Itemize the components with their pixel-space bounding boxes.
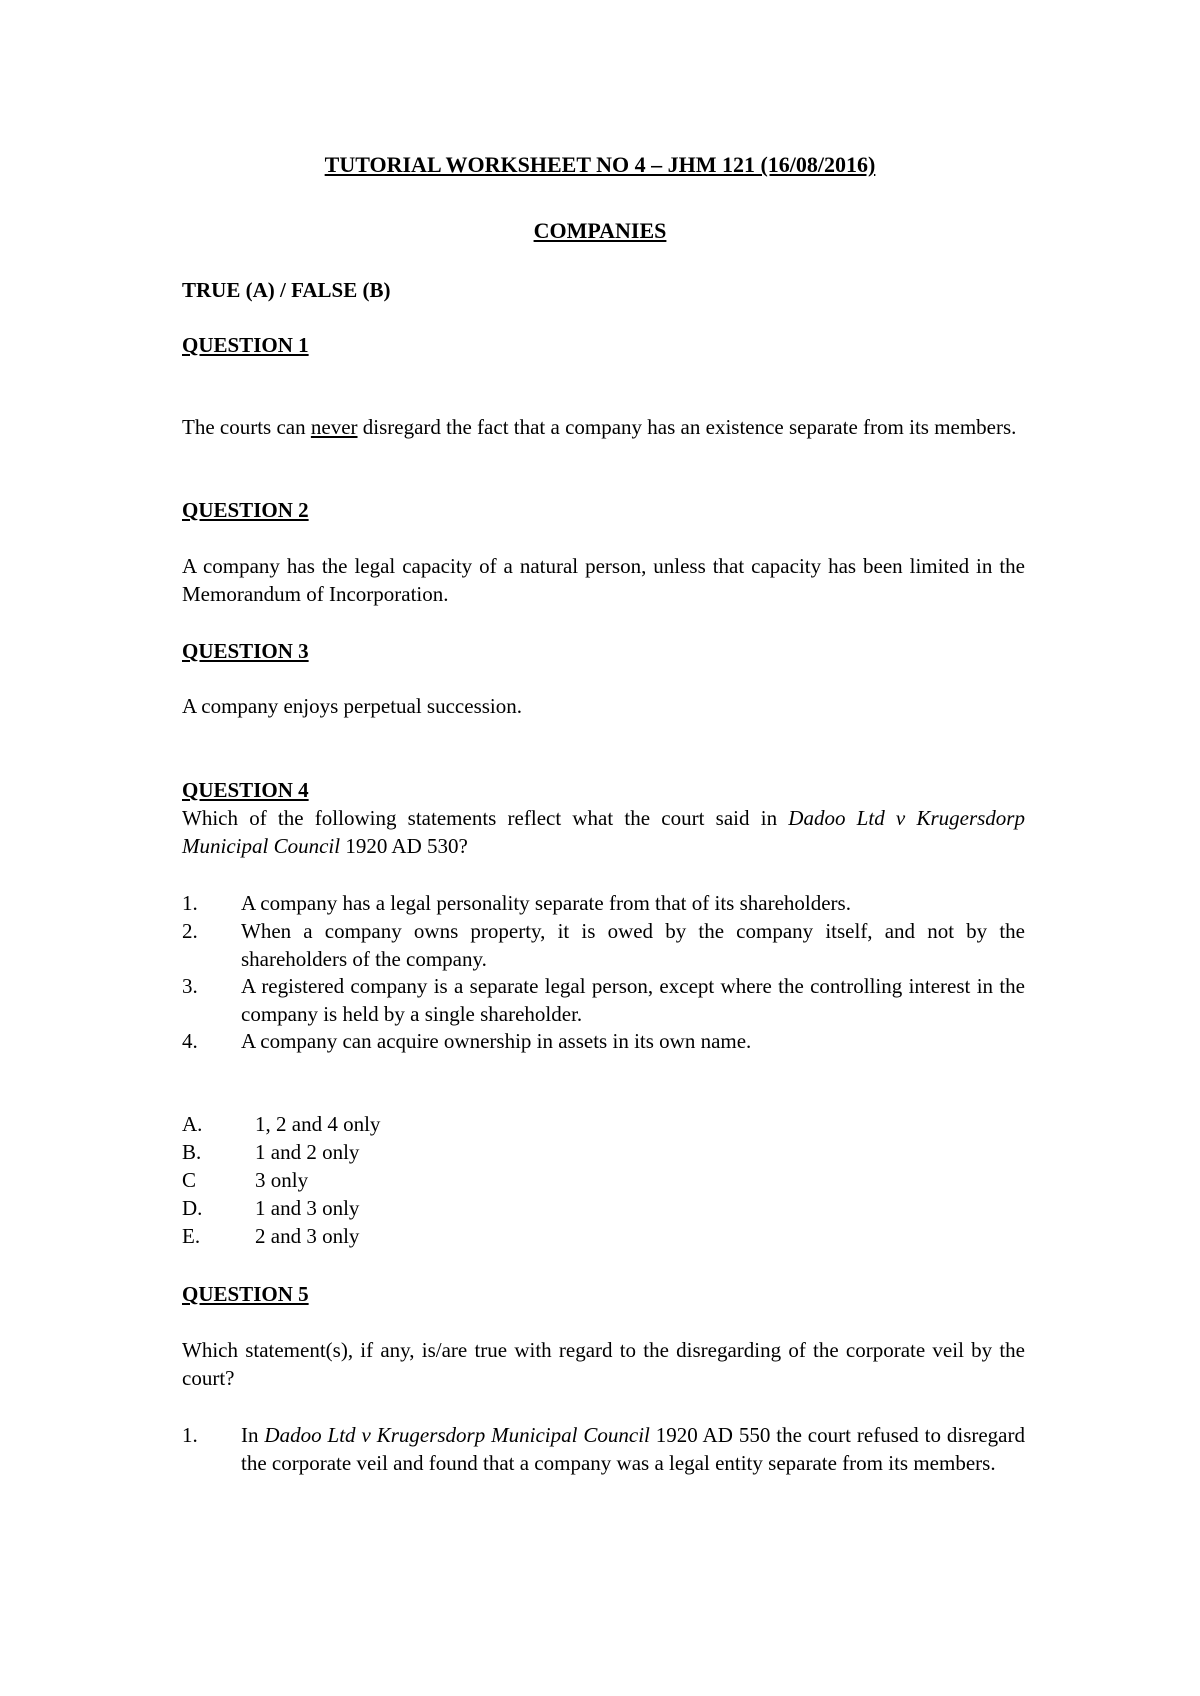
answer-option-a — [182, 1110, 582, 1138]
question-2-heading: QUESTION 2 — [182, 498, 309, 522]
statement-text: A registered company is a separate legal person, except where the controlling interest in the company is held by a single shareholder. — [241, 974, 1025, 1026]
question-5-heading: QUESTION 5 — [182, 1282, 309, 1306]
question-3-text: A company enjoys perpetual succession. — [182, 694, 522, 718]
answer-option-e — [182, 1222, 582, 1250]
statement-number: 2. — [182, 919, 198, 943]
question-5-statement — [182, 1421, 1025, 1505]
question-4-stem: Which of the following statements reflect what the court said in Dadoo Ltd v Krugersdorp Municipal Council 1920 AD 530? — [182, 806, 1025, 858]
option-label: C — [182, 1168, 197, 1192]
statement-number: 3. — [182, 974, 198, 998]
question-4-heading: QUESTION 4 — [182, 778, 309, 802]
question-1-text: The courts can never disregard the fact that a company has an existence separate from its members. — [182, 415, 1017, 439]
question-4-statement — [182, 1027, 1025, 1055]
option-text: 3 only — [255, 1168, 309, 1192]
answer-option-d — [182, 1194, 582, 1222]
answer-option-b — [182, 1138, 582, 1166]
statement-number: 1. — [182, 1423, 198, 1447]
option-label: A. — [182, 1112, 203, 1136]
question-4-statement — [182, 972, 1025, 1028]
option-text: 1 and 3 only — [255, 1196, 360, 1220]
statement-number: 1. — [182, 891, 198, 915]
answer-option-c — [182, 1166, 582, 1194]
statement-number: 4. — [182, 1029, 198, 1053]
option-text: 2 and 3 only — [255, 1224, 360, 1248]
statement-text: When a company owns property, it is owed by the company itself, and not by the shareholders of the company. — [241, 919, 1025, 971]
worksheet-title: TUTORIAL WORKSHEET NO 4 – JHM 121 (16/08/2016) — [324, 152, 876, 177]
case-citation: Dadoo Ltd v Krugersdorp Municipal Council — [264, 1423, 650, 1447]
question-2-text: A company has the legal capacity of a natural person, unless that capacity has been limited in the Memorandum of Incorporation. — [182, 554, 1025, 606]
statement-text: A company has a legal personality separate from that of its shareholders. — [241, 891, 851, 915]
statement-text: A company can acquire ownership in assets in its own name. — [241, 1029, 752, 1053]
option-label: D. — [182, 1196, 203, 1220]
case-citation: Dadoo Ltd v Krugersdorp Municipal Council — [182, 806, 1025, 858]
true-false-instruction: TRUE (A) / FALSE (B) — [182, 278, 391, 302]
worksheet-subtitle: COMPANIES — [533, 218, 667, 243]
question-5-stem: Which statement(s), if any, is/are true with regard to the disregarding of the corporate veil by the court? — [182, 1338, 1025, 1390]
option-text: 1 and 2 only — [255, 1140, 360, 1164]
option-text: 1, 2 and 4 only — [255, 1112, 381, 1136]
question-4-statement — [182, 889, 1025, 917]
option-label: E. — [182, 1224, 201, 1248]
question-4-statement — [182, 917, 1025, 973]
question-1-heading: QUESTION 1 — [182, 333, 309, 357]
question-3-heading: QUESTION 3 — [182, 639, 309, 663]
option-label: B. — [182, 1140, 202, 1164]
emphasis-never: never — [310, 415, 358, 439]
statement-text: In Dadoo Ltd v Krugersdorp Municipal Council 1920 AD 550 the court refused to disregard the corporate veil and found that a company was a legal entity separate from its members. — [241, 1423, 1025, 1475]
